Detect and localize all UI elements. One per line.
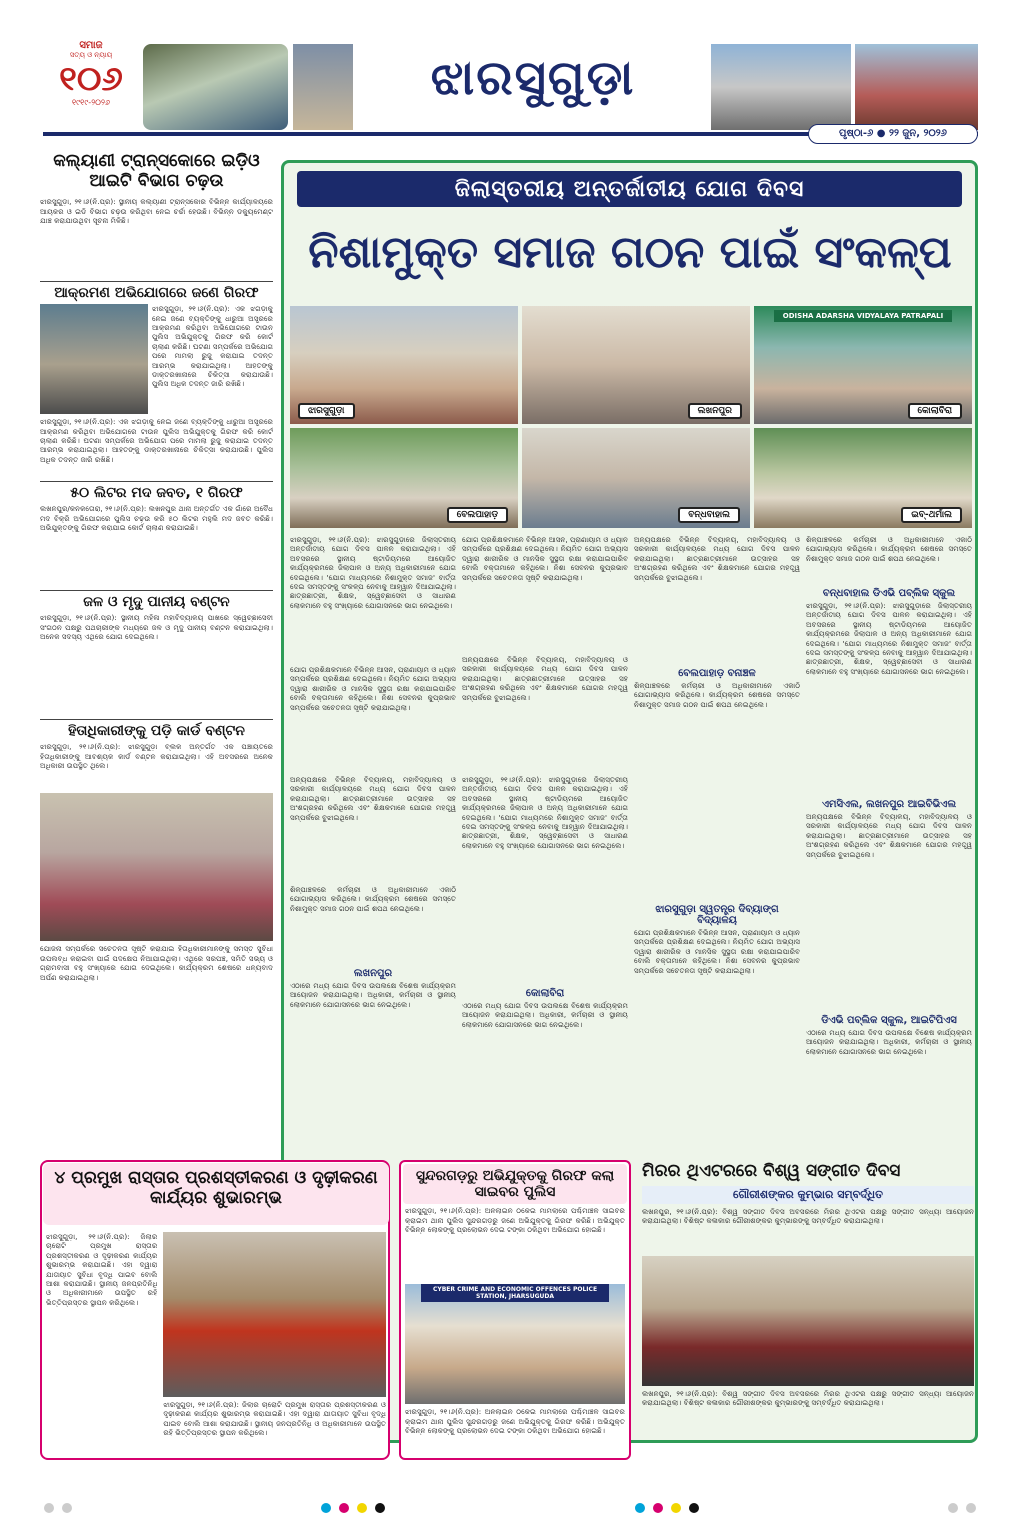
story2-photo bbox=[40, 304, 148, 414]
lakhanpur-text: ଏଠାରେ ମଧ୍ୟ ଯୋଗ ଦିବସ ଉପଲକ୍ଷେ ବିଶେଷ କାର୍ଯ୍ୟକ୍ରମ ଆୟୋଜନ କରାଯାଇଥିଲା। ଅଧିକାରୀ, କର୍ମଚାରୀ ଓ ସ୍ଥାନୀୟ ଲୋକମାନେ ଯୋଗାସନରେ ଭାଗ ନେଇଥିଲେ। bbox=[290, 981, 456, 1009]
reg-mark-cmyk-2 bbox=[631, 1498, 703, 1517]
color-registration-bar bbox=[40, 1500, 980, 1514]
masthead-photo-industry bbox=[711, 44, 851, 130]
story4-body: ଝାରସୁଗୁଡ଼ା, ୨୧।୬(ନି.ପ୍ର): ସ୍ଥାନୀୟ ମହିଳା ମହାବିଦ୍ୟାଳୟ ପାଖରେ ସ୍ୱେଚ୍ଛାସେବୀ ସଂଗଠନ ପକ୍ଷରୁ ପଥଚାରୀଙ୍କ ମଧ୍ୟରେ ଜଳ ଓ ମୃଦୁ ପାନୀୟ ବଣ୍ଟନ କରାଯାଇଥିଲା। ଅନେକ ସଦସ୍ୟ ଏଥିରେ ଯୋଗ ଦେଇଥିଲେ। bbox=[40, 613, 273, 642]
roads-caption: ଝାରସୁଗୁଡ଼ା, ୨୧।୬(ନି.ପ୍ର): ଜିଲାର ଚାରୋଟି ପ୍ରମୁଖ ରାସ୍ତାର ପ୍ରଶସ୍ତୀକରଣ ଓ ଦୃଢ଼ୀକରଣ କାର୍ଯ୍ୟର ଶୁଭାରମ୍ଭ କରାଯାଇଛି। ଏହା ଦ୍ୱାରା ଯାତାୟାତ ସୁବିଧା ବୃଦ୍ଧି ପାଇବ ବୋଲି ଆଶା କରାଯାଉଛି। ସ୍ଥାନୀୟ ଜନପ୍ରତିନିଧି ଓ ଅଧିକାରୀମାନେ ଉପସ୍ଥିତ ରହି ଭିତ୍ତିପ୍ରସ୍ତର ସ୍ଥାପନ କରିଥିଲେ। bbox=[163, 1400, 386, 1438]
photo-label-jharsuguda: ଝାରସୁଗୁଡ଼ା bbox=[298, 403, 355, 419]
mcl-text: ଅନ୍ୟପକ୍ଷରେ ବିଭିନ୍ନ ବିଦ୍ୟାଳୟ, ମହାବିଦ୍ୟାଳୟ ଓ ସରକାରୀ କାର୍ଯ୍ୟାଳୟରେ ମଧ୍ୟ ଯୋଗ ଦିବସ ପାଳନ କରାଯାଇଥିଲା। ଛାତ୍ରଛାତ୍ରୀମାନେ ଉତ୍ସାହର ସହ ଅଂଶଗ୍ରହଣ କରିଥିଲେ ଏବଂ ଶିକ୍ଷକମାନେ ଯୋଗର ମହତ୍ତ୍ୱ ସମ୍ପର୍କରେ ବୁଝାଇଥିଲେ। bbox=[806, 812, 972, 859]
masthead-photo-monument bbox=[855, 44, 978, 130]
music-subhead-box bbox=[642, 1186, 974, 1204]
music-body: ଲଖନପୁର, ୨୧।୬(ନି.ପ୍ର): ବିଶ୍ୱ ସଙ୍ଗୀତ ଦିବସ ଅବସରରେ ମିରର ଥିଏଟର ପକ୍ଷରୁ ସଙ୍ଗୀତ ସନ୍ଧ୍ୟା ଆୟୋଜନ କରାଯାଇଥିଲା। ବିଶିଷ୍ଟ କଳାକାର ଗୌରୀଶଙ୍କର କୁମ୍ଭାରଙ୍କୁ ସମ୍ବର୍ଦ୍ଧିତ କରାଯାଇଥିଲା। bbox=[642, 1206, 974, 1225]
dav-text: ଏଠାରେ ମଧ୍ୟ ଯୋଗ ଦିବସ ଉପଲକ୍ଷେ ବିଶେଷ କାର୍ଯ୍ୟକ୍ରମ ଆୟୋଜନ କରାଯାଇଥିଲା। ଅଧିକାରୀ, କର୍ମଚାରୀ ଓ ସ୍ଥାନୀୟ ଲୋକମାନେ ଯୋଗାସନରେ ଭାଗ ନେଇଥିଲେ। bbox=[806, 1028, 972, 1056]
story4-headline: ଜଳ ଓ ମୃଦୁ ପାନୀୟ ବଣ୍ଟନ bbox=[40, 590, 273, 610]
story1-headline: କଲ୍ୟାଣୀ ଟ୍ରାନ୍ସକୋରେ ଇଡ଼ିଓ ଆଇଟି ବିଭାଗ ଚଢ଼ଉ bbox=[53, 151, 260, 191]
sub-lakhanpur: ଲଖନପୁର bbox=[353, 968, 393, 979]
feature-col1-text: ଝାରସୁଗୁଡ଼ା, ୨୧।୬(ନି.ପ୍ର): ଝାରସୁଗୁଡ଼ାରେ ଜିଲାସ୍ତରୀୟ ଅନ୍ତର୍ଜାତୀୟ ଯୋଗ ଦିବସ ପାଳନ କରାଯାଇଥିଲା। ଏହି ଅବସରରେ ସ୍ଥାନୀୟ ଷ୍ଟାଡିୟମରେ ଆୟୋଜିତ କାର୍ଯ୍ୟକ୍ରମରେ ଜିଲାପାଳ ଓ ଅନ୍ୟ ଅଧିକାରୀମାନେ ଯୋଗ ଦେଇଥିଲେ। 'ଯୋଗ ମାଧ୍ୟମରେ ନିଶାମୁକ୍ତ ସମାଜ' ବାର୍ତ୍ତା ଦେଇ ସମସ୍ତଙ୍କୁ ସଂକଳ୍ପ ନେବାକୁ ଆହ୍ୱାନ ଦିଆଯାଇଥିଲା। ଛାତ୍ରଛାତ୍ରୀ, ଶିକ୍ଷକ, ସ୍ୱେଚ୍ଛାସେବୀ ଓ ସାଧାରଣ ଲୋକମାନେ ବହୁ ସଂଖ୍ୟାରେ ଯୋଗାସନରେ ଭାଗ ନେଇଥିଲେ। bbox=[290, 535, 456, 610]
feature-col2-text-c: ଝାରସୁଗୁଡ଼ା, ୨୧।୬(ନି.ପ୍ର): ଝାରସୁଗୁଡ଼ାରେ ଜିଲାସ୍ତରୀୟ ଅନ୍ତର୍ଜାତୀୟ ଯୋଗ ଦିବସ ପାଳନ କରାଯାଇଥିଲା। ଏହି ଅବସରରେ ସ୍ଥାନୀୟ ଷ୍ଟାଡିୟମରେ ଆୟୋଜିତ କାର୍ଯ୍ୟକ୍ରମରେ ଜିଲାପାଳ ଓ ଅନ୍ୟ ଅଧିକାରୀମାନେ ଯୋଗ ଦେଇଥିଲେ। 'ଯୋଗ ମାଧ୍ୟମରେ ନିଶାମୁକ୍ତ ସମାଜ' ବାର୍ତ୍ତା ଦେଇ ସମସ୍ତଙ୍କୁ ସଂକଳ୍ପ ନେବାକୁ ଆହ୍ୱାନ ଦିଆଯାଇଥିଲା। ଛାତ୍ରଛାତ୍ରୀ, ଶିକ୍ଷକ, ସ୍ୱେଚ୍ଛାସେବୀ ଓ ସାଧାରଣ ଲୋକମାନେ ବହୁ ସଂଖ୍ୟାରେ ଯୋଗାସନରେ ଭାଗ ନେଇଥିଲେ। bbox=[462, 775, 628, 850]
feature-col2-text-b: ଅନ୍ୟପକ୍ଷରେ ବିଭିନ୍ନ ବିଦ୍ୟାଳୟ, ମହାବିଦ୍ୟାଳୟ ଓ ସରକାରୀ କାର୍ଯ୍ୟାଳୟରେ ମଧ୍ୟ ଯୋଗ ଦିବସ ପାଳନ କରାଯାଇଥିଲା। ଛାତ୍ରଛାତ୍ରୀମାନେ ଉତ୍ସାହର ସହ ଅଂଶଗ୍ରହଣ କରିଥିଲେ ଏବଂ ଶିକ୍ଷକମାନେ ଯୋଗର ମହତ୍ତ୍ୱ ସମ୍ପର୍କରେ ବୁଝାଇଥିଲେ। bbox=[462, 655, 628, 702]
masthead bbox=[43, 40, 978, 132]
roads-headline: ୪ ପ୍ରମୁଖ ରାସ୍ତାର ପ୍ରଶସ୍ତୀକରଣ ଓ ଦୃଢ଼ୀକରଣ କାର୍ଯ୍ୟର ଶୁଭାରମ୍ଭ bbox=[54, 1168, 378, 1208]
photo-jharsuguda bbox=[290, 306, 518, 424]
roads-text: ଝାରସୁଗୁଡ଼ା, ୨୧।୬(ନି.ପ୍ର): ଜିଲାର ଚାରୋଟି ପ୍ରମୁଖ ରାସ୍ତାର ପ୍ରଶସ୍ତୀକରଣ ଓ ଦୃଢ଼ୀକରଣ କାର୍ଯ୍ୟର ଶୁଭାରମ୍ଭ କରାଯାଇଛି। ଏହା ଦ୍ୱାରା ଯାତାୟାତ ସୁବିଧା ବୃଦ୍ଧି ପାଇବ ବୋଲି ଆଶା କରାଯାଉଛି। ସ୍ଥାନୀୟ ଜନପ୍ରତିନିଧି ଓ ଅଧିକାରୀମାନେ ଉପସ୍ଥିତ ରହି ଭିତ୍ତିପ୍ରସ୍ତର ସ୍ଥାପନ କରିଥିଲେ। bbox=[46, 1232, 158, 1307]
feature-col1-text-d: ଶିଳ୍ପାଞ୍ଚଳରେ କର୍ମଚାରୀ ଓ ଅଧିକାରୀମାନେ ଏକାଠି ଯୋଗାଭ୍ୟାସ କରିଥିଲେ। କାର୍ଯ୍ୟକ୍ରମ ଶେଷରେ ସମସ୍ତେ ନିଶାମୁକ୍ତ ସମାଜ ଗଠନ ପାଇଁ ଶପଥ ନେଇଥିଲେ। bbox=[290, 885, 456, 913]
photo-bandhbahal bbox=[522, 428, 750, 528]
cyber-article bbox=[399, 1160, 631, 1460]
feature-banner bbox=[297, 171, 962, 207]
cyber-body-cont: ଝାରସୁଗୁଡ଼ା, ୨୧।୬(ନି.ପ୍ର): ଅନଲାଇନ ଠକେଇ ମାମଲାରେ ପଶ୍ଚିମାଞ୍ଚଳ ସାଇବର କ୍ରାଇମ ଥାନା ପୁଲିସ ସୁନ୍ଦରଗଡ଼ରୁ ଜଣେ ଅଭିଯୁକ୍ତକୁ ଗିରଫ କରିଛି। ଅଭିଯୁକ୍ତ ବିଭିନ୍ନ ଲୋକଙ୍କୁ ପ୍ରଲୋଭନ ଦେଇ ଟଙ୍କା ଠକିଥିବା ଅଭିଯୋଗ ହୋଇଛି। bbox=[405, 1407, 625, 1435]
brand-number: ୧୦୬ bbox=[59, 59, 123, 99]
feature-col1-text-b: ଯୋଗ ପ୍ରଶିକ୍ଷକମାନେ ବିଭିନ୍ନ ଆସନ, ପ୍ରାଣାୟାମ ଓ ଧ୍ୟାନ ସମ୍ପର୍କରେ ପ୍ରଶିକ୍ଷଣ ଦେଇଥିଲେ। ନିୟମିତ ଯୋଗ ଅଭ୍ୟାସ ଦ୍ୱାରା ଶାରୀରିକ ଓ ମାନସିକ ସୁସ୍ଥତା ରକ୍ଷା କରାଯାଇପାରିବ ବୋଲି ବକ୍ତାମାନେ କହିଥିଲେ। ନିଶା ସେବନର କୁପ୍ରଭାବ ସମ୍ପର୍କରେ ସଚେତନତା ସୃଷ୍ଟି କରାଯାଇଥିଲା। bbox=[290, 665, 456, 712]
roads-photo-col bbox=[163, 1232, 386, 1456]
sub-mcl: ଏମସିଏଲ, ଲଖନପୁର ଆଇବିଭିଏଲ bbox=[821, 799, 957, 810]
masthead-photo-temple bbox=[293, 44, 353, 130]
sub-bandhbahal: ବନ୍ଧବାହାଲ ଡିଏଭି ପବ୍ଲିକ ସ୍କୁଲ bbox=[822, 588, 956, 599]
cyber-body: ଝାରସୁଗୁଡ଼ା, ୨୧।୬(ନି.ପ୍ର): ଅନଲାଇନ ଠକେଇ ମାମଲାରେ ପଶ୍ଚିମାଞ୍ଚଳ ସାଇବର କ୍ରାଇମ ଥାନା ପୁଲିସ ସୁନ୍ଦରଗଡ଼ରୁ ଜଣେ ଅଭିଯୁକ୍ତକୁ ଗିରଫ କରିଛି। ଅଭିଯୁକ୍ତ ବିଭିନ୍ନ ଲୋକଙ୍କୁ ପ୍ରଲୋଭନ ଦେଇ ଟଙ୍କା ଠକିଥିବା ଅଭିଯୋଗ ହୋଇଛି। bbox=[405, 1206, 625, 1234]
sub-dav: ଡିଏଭି ପବ୍ଲିକ ସ୍କୁଲ, ଆଇଟିପିଏସ bbox=[821, 1015, 957, 1026]
feature-col3-text: ଅନ୍ୟପକ୍ଷରେ ବିଭିନ୍ନ ବିଦ୍ୟାଳୟ, ମହାବିଦ୍ୟାଳୟ ଓ ସରକାରୀ କାର୍ଯ୍ୟାଳୟରେ ମଧ୍ୟ ଯୋଗ ଦିବସ ପାଳନ କରାଯାଇଥିଲା। ଛାତ୍ରଛାତ୍ରୀମାନେ ଉତ୍ସାହର ସହ ଅଂଶଗ୍ରହଣ କରିଥିଲେ ଏବଂ ଶିକ୍ଷକମାନେ ଯୋଗର ମହତ୍ତ୍ୱ ସମ୍ପର୍କରେ ବୁଝାଇଥିଲେ। bbox=[634, 535, 800, 582]
photo-label-kolabira: କୋଲାବିରା bbox=[908, 403, 963, 419]
music-article bbox=[638, 1160, 978, 1460]
brand-logo bbox=[43, 40, 139, 132]
photo-kolabira bbox=[754, 306, 972, 424]
photo-lakhanpur bbox=[522, 306, 750, 424]
feature-col4-text: ଶିଳ୍ପାଞ୍ଚଳରେ କର୍ମଚାରୀ ଓ ଅଧିକାରୀମାନେ ଏକାଠି ଯୋଗାଭ୍ୟାସ କରିଥିଲେ। କାର୍ଯ୍ୟକ୍ରମ ଶେଷରେ ସମସ୍ତେ ନିଶାମୁକ୍ତ ସମାଜ ଗଠନ ପାଇଁ ଶପଥ ନେଇଥିଲେ। bbox=[806, 535, 972, 563]
special-school-text: ଯୋଗ ପ୍ରଶିକ୍ଷକମାନେ ବିଭିନ୍ନ ଆସନ, ପ୍ରାଣାୟାମ ଓ ଧ୍ୟାନ ସମ୍ପର୍କରେ ପ୍ରଶିକ୍ଷଣ ଦେଇଥିଲେ। ନିୟମିତ ଯୋଗ ଅଭ୍ୟାସ ଦ୍ୱାରା ଶାରୀରିକ ଓ ମାନସିକ ସୁସ୍ଥତା ରକ୍ଷା କରାଯାଇପାରିବ ବୋଲି ବକ୍ତାମାନେ କହିଥିଲେ। ନିଶା ସେବନର କୁପ୍ରଭାବ ସମ୍ପର୍କରେ ସଚେତନତା ସୃଷ୍ଟି କରାଯାଇଥିଲା। bbox=[634, 928, 800, 975]
story2-headline: ଆକ୍ରମଣ ଅଭିଯୋଗରେ ଜଣେ ଗିରଫ bbox=[40, 281, 273, 301]
story2-body-cont: ଝାରସୁଗୁଡ଼ା, ୨୧।୬(ନି.ପ୍ର): ଏକ ଝଗଡ଼ାକୁ ନେଇ ଜଣେ ବ୍ୟକ୍ତିଙ୍କୁ ଧାରୁଆ ଅସ୍ତ୍ରରେ ଆକ୍ରମଣ କରିଥିବା ଅଭିଯୋଗରେ ଟାଉନ ପୁଲିସ ଅଭିଯୁକ୍ତକୁ ଗିରଫ କରି କୋର୍ଟ ଚାଲାଣ କରିଛି। ଘଟଣା ସମ୍ପର୍କରେ ଅଭିଯୋଗ ପରେ ମାମଲା ରୁଜୁ କରାଯାଇ ତଦନ୍ତ ଆରମ୍ଭ କରାଯାଇଥିଲା। ଆହତଙ୍କୁ ଡାକ୍ତରଖାନାରେ ଚିକିତ୍ସା କରାଯାଉଛି। ପୁଲିସ ଅଧିକ ତଦନ୍ତ ଜାରି ରଖିଛି। bbox=[40, 417, 273, 464]
photo-label-ib-thermal: ଇବ୍-ଥର୍ମାଲ bbox=[901, 507, 962, 523]
masthead-title bbox=[358, 46, 708, 110]
photo-label-lakhanpur: ଲଖନପୁର bbox=[688, 403, 742, 419]
sub-kolabira: କୋଲାବିରା bbox=[525, 988, 565, 999]
page-info: ପୃଷ୍ଠା-୬ ● ୨୨ ଜୁନ, ୨୦୨୬ bbox=[808, 124, 978, 144]
story5-body-cont: ଯୋଜନା ସମ୍ପର୍କରେ ସଚେତନତା ସୃଷ୍ଟି କରାଯାଇ ହିତାଧିକାରୀମାନଙ୍କୁ ସମସ୍ତ ସୁବିଧା ଉପଲବ୍ଧ କରାଇବା ପାଇଁ ପଦକ୍ଷେପ ନିଆଯାଇଥିଲା। ଏଥିରେ ସରପଞ୍ଚ, ସମିତି ସଭ୍ୟ ଓ ଗ୍ରାମବାସୀ ବହୁ ସଂଖ୍ୟାରେ ଯୋଗ ଦେଇଥିଲେ। କାର୍ଯ୍ୟକ୍ରମ ଶେଷରେ ଧନ୍ୟବାଦ ଅର୍ପଣ କରାଯାଇଥିଲା। bbox=[40, 944, 273, 982]
photo-label-belpahar: ବେଲପାହାଡ଼ bbox=[447, 507, 508, 523]
bandhbahal-text: ଝାରସୁଗୁଡ଼ା, ୨୧।୬(ନି.ପ୍ର): ଝାରସୁଗୁଡ଼ାରେ ଜିଲାସ୍ତରୀୟ ଅନ୍ତର୍ଜାତୀୟ ଯୋଗ ଦିବସ ପାଳନ କରାଯାଇଥିଲା। ଏହି ଅବସରରେ ସ୍ଥାନୀୟ ଷ୍ଟାଡିୟମରେ ଆୟୋଜିତ କାର୍ଯ୍ୟକ୍ରମରେ ଜିଲାପାଳ ଓ ଅନ୍ୟ ଅଧିକାରୀମାନେ ଯୋଗ ଦେଇଥିଲେ। 'ଯୋଗ ମାଧ୍ୟମରେ ନିଶାମୁକ୍ତ ସମାଜ' ବାର୍ତ୍ତା ଦେଇ ସମସ୍ତଙ୍କୁ ସଂକଳ୍ପ ନେବାକୁ ଆହ୍ୱାନ ଦିଆଯାଇଥିଲା। ଛାତ୍ରଛାତ୍ରୀ, ଶିକ୍ଷକ, ସ୍ୱେଚ୍ଛାସେବୀ ଓ ସାଧାରଣ ଲୋକମାନେ ବହୁ ସଂଖ୍ୟାରେ ଯୋଗାସନରେ ଭାଗ ନେଇଥିଲେ। bbox=[806, 601, 972, 676]
reg-mark-right bbox=[944, 1498, 980, 1517]
brand-sub: ସତ୍ୟ ଓ ନ୍ୟାୟ bbox=[69, 51, 113, 59]
photo-ib-thermal bbox=[754, 428, 972, 528]
school-sign: ODISHA ADARSHA VIDYALAYA PATRAPALI bbox=[774, 310, 952, 322]
roads-headline-box bbox=[43, 1163, 389, 1225]
masthead-photo-waterfall bbox=[143, 44, 288, 130]
reg-mark-cmyk-1 bbox=[317, 1498, 389, 1517]
story3-headline: ୫୦ ଲିଟର ମଦ ଜବତ, ୧ ଗିରଫ bbox=[40, 481, 273, 501]
music-headline: ମିରର ଥିଏଟରରେ ବିଶ୍ୱ ସଙ୍ଗୀତ ଦିବସ bbox=[642, 1161, 901, 1181]
story5-photo bbox=[40, 793, 273, 941]
feature-headline: ନିଶାମୁକ୍ତ ସମାଜ ଗଠନ ପାଇଁ ସଂକଳ୍ପ bbox=[308, 227, 952, 278]
kolabira-text: ଏଠାରେ ମଧ୍ୟ ଯୋଗ ଦିବସ ଉପଲକ୍ଷେ ବିଶେଷ କାର୍ଯ୍ୟକ୍ରମ ଆୟୋଜନ କରାଯାଇଥିଲା। ଅଧିକାରୀ, କର୍ମଚାରୀ ଓ ସ୍ଥାନୀୟ ଲୋକମାନେ ଯୋଗାସନରେ ଭାଗ ନେଇଥିଲେ। bbox=[462, 1001, 628, 1029]
story5-body: ଝାରସୁଗୁଡ଼ା, ୨୧।୬(ନି.ପ୍ର): ଝାରସୁଗୁଡ଼ା ବ୍ଲକ ଅନ୍ତର୍ଗତ ଏକ ପଞ୍ଚାୟତରେ ହିତାଧିକାରୀଙ୍କୁ ଆବଶ୍ୟକ କାର୍ଡ ବଣ୍ଟନ କରାଯାଇଥିଲା। ଏହି ଅବସରରେ ଅନେକ ଅଧିକାରୀ ଉପସ୍ଥିତ ଥିଲେ। bbox=[40, 742, 273, 771]
reg-mark-left bbox=[40, 1498, 76, 1517]
feature-col1-text-c: ଅନ୍ୟପକ୍ଷରେ ବିଭିନ୍ନ ବିଦ୍ୟାଳୟ, ମହାବିଦ୍ୟାଳୟ ଓ ସରକାରୀ କାର୍ଯ୍ୟାଳୟରେ ମଧ୍ୟ ଯୋଗ ଦିବସ ପାଳନ କରାଯାଇଥିଲା। ଛାତ୍ରଛାତ୍ରୀମାନେ ଉତ୍ସାହର ସହ ଅଂଶଗ୍ରହଣ କରିଥିଲେ ଏବଂ ଶିକ୍ଷକମାନେ ଯୋଗର ମହତ୍ତ୍ୱ ସମ୍ପର୍କରେ ବୁଝାଇଥିଲେ। bbox=[290, 775, 456, 822]
music-body-cont: ଲଖନପୁର, ୨୧।୬(ନି.ପ୍ର): ବିଶ୍ୱ ସଙ୍ଗୀତ ଦିବସ ଅବସରରେ ମିରର ଥିଏଟର ପକ୍ଷରୁ ସଙ୍ଗୀତ ସନ୍ଧ୍ୟା ଆୟୋଜନ କରାଯାଇଥିଲା। ବିଶିଷ୍ଟ କଳାକାର ଗୌରୀଶଙ୍କର କୁମ୍ଭାରଙ୍କୁ ସମ୍ବର୍ଦ୍ଧିତ କରାଯାଇଥିଲା। bbox=[642, 1388, 974, 1407]
roads-body bbox=[46, 1232, 386, 1456]
photo-label-bandhbahal: ବନ୍ଧବାହାଲ bbox=[678, 507, 740, 523]
cyber-photo bbox=[405, 1284, 625, 1404]
sub-belpahar: ବେଲପାହାଡ଼ ବନାଞ୍ଚଳ bbox=[678, 668, 756, 679]
belpahar-text: ଶିଳ୍ପାଞ୍ଚଳରେ କର୍ମଚାରୀ ଓ ଅଧିକାରୀମାନେ ଏକାଠି ଯୋଗାଭ୍ୟାସ କରିଥିଲେ। କାର୍ଯ୍ୟକ୍ରମ ଶେଷରେ ସମସ୍ତେ ନିଶାମୁକ୍ତ ସମାଜ ଗଠନ ପାଇଁ ଶପଥ ନେଇଥିଲେ। bbox=[634, 681, 800, 709]
brand-years: ୧୯୧୯-୨୦୨୬ bbox=[72, 98, 110, 107]
edition-title: ଝାରସୁଗୁଡ଼ା bbox=[430, 49, 636, 106]
story3-body: ଲଖନପୁର/କନକତୋରା, ୨୧।୬(ନି.ପ୍ର): ଲଖନପୁର ଥାନା ଅନ୍ତର୍ଗତ ଏକ ଗାଁରେ ଅବୈଧ ମଦ ବିକ୍ରି ଅଭିଯୋଗରେ ପୁଲିସ ଚଢ଼ଉ କରି ୫୦ ଲିଟର ମହୁଲି ମଦ ଜବତ କରିଛି। ଅଭିଯୁକ୍ତଙ୍କୁ ଗିରଫ କରାଯାଇ କୋର୍ଟ ଚାଲାଣ କରାଯାଇଛି। bbox=[40, 504, 273, 533]
story1-body: ଝାରସୁଗୁଡ଼ା, ୨୧।୬(ନି.ପ୍ର): ସ୍ଥାନୀୟ କଲ୍ୟାଣୀ ଟ୍ରାନ୍ସକୋର ବିଭିନ୍ନ କାର୍ଯ୍ୟାଳୟରେ ଆୟକର ଓ ଇଡି ବିଭାଗ ଚଢ଼ଉ କରିଥିବା ନେଇ ଚର୍ଚ୍ଚା ହେଉଛି। ବିଭିନ୍ନ ଡକ୍ୟୁମେଣ୍ଟ ଯାଞ୍ଚ କରାଯାଉଥିବା ସୂଚନା ମିଳିଛି। bbox=[40, 197, 273, 225]
brand-top: ସମାଜ bbox=[79, 40, 103, 51]
feature-banner-text: ଜିଲାସ୍ତରୀୟ ଅନ୍ତର୍ଜାତୀୟ ଯୋଗ ଦିବସ bbox=[454, 176, 805, 202]
story2-body: ଝାରସୁଗୁଡ଼ା, ୨୧।୬(ନି.ପ୍ର): ଏକ ଝଗଡ଼ାକୁ ନେଇ ଜଣେ ବ୍ୟକ୍ତିଙ୍କୁ ଧାରୁଆ ଅସ୍ତ୍ରରେ ଆକ୍ରମଣ କରିଥିବା ଅଭିଯୋଗରେ ଟାଉନ ପୁଲିସ ଅଭିଯୁକ୍ତକୁ ଗିରଫ କରି କୋର୍ଟ ଚାଲାଣ କରିଛି। ଘଟଣା ସମ୍ପର୍କରେ ଅଭିଯୋଗ ପରେ ମାମଲା ରୁଜୁ କରାଯାଇ ତଦନ୍ତ ଆରମ୍ଭ କରାଯାଇଥିଲା। ଆହତଙ୍କୁ ଡାକ୍ତରଖାନାରେ ଚିକିତ୍ସା କରାଯାଉଛି। ପୁଲିସ ଅଧିକ ତଦନ୍ତ ଜାରି ରଖିଛି। bbox=[152, 304, 273, 389]
cyber-headline: ସୁନ୍ଦରଗଡ଼ରୁ ଅଭିଯୁକ୍ତକୁ ଗିରଫ କଲା ସାଇବର ପୁଲିସ bbox=[415, 1168, 615, 1201]
sub-special-school: ଝାରସୁଗୁଡ଼ା ସ୍ୱତନ୍ତ୍ର ଦିବ୍ୟାଙ୍ଗ ବିଦ୍ୟାଳୟ bbox=[655, 904, 779, 926]
police-station-sign: CYBER CRIME AND ECONOMIC OFFENCES POLICE STATION, JHARSUGUDA bbox=[421, 1284, 609, 1302]
story5-headline: ହିତାଧିକାରୀଙ୍କୁ ପଡ଼ି କାର୍ଡ ବଣ୍ଟନ bbox=[40, 719, 273, 739]
cyber-headline-box bbox=[403, 1164, 627, 1204]
feature-col2-text: ଯୋଗ ପ୍ରଶିକ୍ଷକମାନେ ବିଭିନ୍ନ ଆସନ, ପ୍ରାଣାୟାମ ଓ ଧ୍ୟାନ ସମ୍ପର୍କରେ ପ୍ରଶିକ୍ଷଣ ଦେଇଥିଲେ। ନିୟମିତ ଯୋଗ ଅଭ୍ୟାସ ଦ୍ୱାରା ଶାରୀରିକ ଓ ମାନସିକ ସୁସ୍ଥତା ରକ୍ଷା କରାଯାଇପାରିବ ବୋଲି ବକ୍ତାମାନେ କହିଥିଲେ। ନିଶା ସେବନର କୁପ୍ରଭାବ ସମ୍ପର୍କରେ ସଚେତନତା ସୃଷ୍ଟି କରାଯାଇଥିଲା। bbox=[462, 535, 628, 582]
music-subhead: ଗୌରୀଶଙ୍କର କୁମ୍ଭାର ସମ୍ବର୍ଦ୍ଧିତ bbox=[733, 1187, 883, 1201]
music-photo bbox=[642, 1256, 974, 1386]
photo-belpahar bbox=[290, 428, 518, 528]
roads-photo bbox=[163, 1232, 386, 1397]
